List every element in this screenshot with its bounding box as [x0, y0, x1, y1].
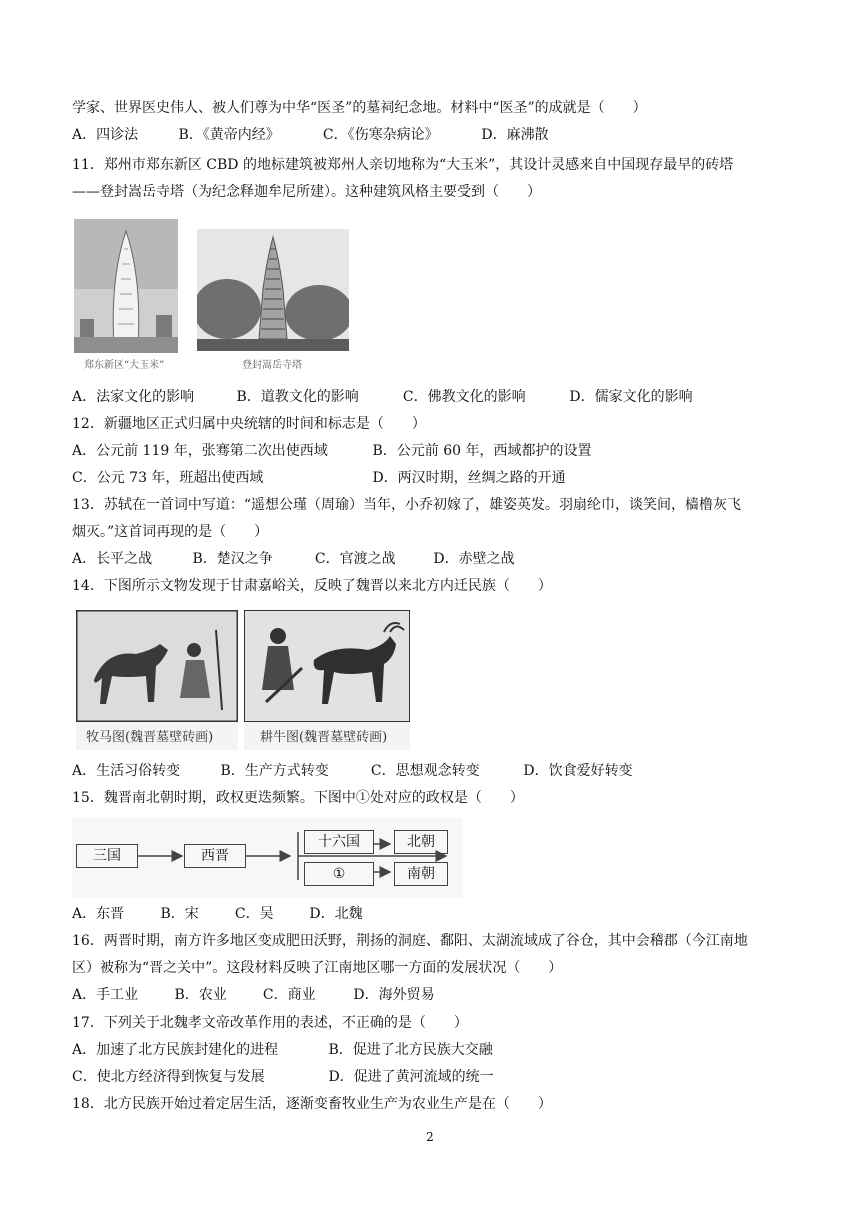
q12-option-d: D．两汉时期，丝绸之路的开通 — [372, 470, 566, 486]
q11-option-d: D．儒家文化的影响 — [569, 389, 693, 405]
q15-regime-diagram — [72, 818, 462, 898]
q11-stem-line2: ——登封嵩岳寺塔（为纪念释迦牟尼所建）。这种建筑风格主要受到（ ） — [72, 184, 541, 200]
q15-option-a: A．东晋 — [72, 906, 125, 922]
q10-option-b: B．《黄帝内经》 — [178, 127, 280, 143]
q14-option-b: B．生产方式转变 — [220, 763, 329, 779]
q14-mural-plowing-caption: 耕牛图(魏晋墓壁砖画) — [260, 730, 388, 745]
q11-photo-dayumi — [74, 219, 178, 353]
q13-option-c: C．官渡之战 — [314, 551, 396, 567]
q16-option-c: C．商业 — [262, 987, 316, 1003]
q12-options-row2 — [72, 468, 566, 488]
q14-mural-herding-caption: 牧马图(魏晋墓壁砖画) — [86, 730, 214, 745]
q18-stem: 18．北方民族开始过着定居生活，逐渐变畜牧业生产为农业生产是在（ ） — [72, 1096, 552, 1112]
q16-stem-line1: 16．两晋时期，南方许多地区变成肥田沃野，荆扬的洞庭、鄱阳、太湖流域成了谷仓，其中会稽郡（今江南地 — [72, 933, 748, 949]
q15-box-shiliuguo: 十六国 — [304, 830, 374, 854]
q15-box-nanchao: 南朝 — [394, 862, 448, 886]
q14-mural-plowing-ox — [244, 610, 410, 750]
q16-options — [72, 985, 435, 1005]
q15-options — [72, 904, 363, 924]
q17-option-d: D．促进了黄河流域的统一 — [328, 1069, 494, 1085]
q13-stem-line1: 13．苏轼在一首词中写道：“遥想公瑾（周瑜）当年，小乔初嫁了，雄姿英发。羽扇纶巾，谈笑间，樯橹灰飞 — [72, 497, 741, 513]
q12-stem: 12．新疆地区正式归属中央统辖的时间和标志是（ ） — [72, 416, 426, 432]
q11-photo-songyue-caption: 登封嵩岳寺塔 — [242, 360, 302, 371]
q17-option-b: B．促进了北方民族大交融 — [328, 1042, 493, 1058]
q16-stem-line2: 区）被称为“晋之关中”。这段材料反映了江南地区哪一方面的发展状况（ ） — [72, 960, 563, 976]
q10-option-d: D．麻沸散 — [481, 127, 549, 143]
q17-option-c: C．使北方经济得到恢复与发展 — [72, 1069, 265, 1085]
q14-option-c: C．思想观念转变 — [370, 763, 480, 779]
q13-option-b: B．楚汉之争 — [192, 551, 273, 567]
q13-stem-line2: 烟灭。”这首词再现的是（ ） — [72, 524, 269, 540]
q13-option-a: A．长平之战 — [72, 551, 153, 567]
plowing-ox-image — [244, 610, 410, 722]
q11-photo-dayumi-caption: 郑东新区“大玉米” — [84, 360, 165, 371]
q11-photo-songyue-pagoda — [197, 229, 349, 351]
q10-option-c: C．《伤寒杂病论》 — [322, 127, 439, 143]
q15-stem: 15．魏晋南北朝时期，政权更迭频繁。下图中①处对应的政权是（ ） — [72, 790, 524, 806]
q15-option-b: B．宋 — [160, 906, 199, 922]
q13-option-d: D．赤壁之战 — [433, 551, 515, 567]
q12-option-b: B．公元前 60 年，西域都护的设置 — [372, 443, 592, 459]
q15-box-xijin: 西晋 — [184, 844, 246, 868]
q14-stem: 14．下图所示文物发现于甘肃嘉峪关，反映了魏晋以来北方内迁民族（ ） — [72, 578, 552, 594]
page-number: 2 — [426, 1130, 434, 1144]
q17-stem: 17．下列关于北魏孝文帝改革作用的表述，不正确的是（ ） — [72, 1015, 468, 1031]
q13-options — [72, 549, 515, 569]
q14-option-a: A．生活习俗转变 — [72, 763, 181, 779]
q12-options-row1 — [72, 441, 591, 461]
q16-option-b: B．农业 — [174, 987, 227, 1003]
q10-stem: 学家、世界医史伟人、被人们尊为中华“医圣”的墓祠纪念地。材料中“医圣”的成就是（ ） — [72, 100, 647, 116]
q10-options — [72, 125, 549, 145]
q14-mural-herding-horses — [76, 610, 238, 750]
q15-box-blank-1: ① — [304, 862, 374, 886]
q12-option-c: C．公元 73 年，班超出使西域 — [72, 470, 264, 486]
q11-option-a: A．法家文化的影响 — [72, 389, 195, 405]
q17-option-a: A．加速了北方民族封建化的进程 — [72, 1042, 279, 1058]
q15-option-c: C．吴 — [234, 906, 274, 922]
q16-option-d: D．海外贸易 — [353, 987, 435, 1003]
q10-option-a: A．四诊法 — [72, 127, 139, 143]
q12-option-a: A．公元前 119 年，张骞第二次出使西域 — [72, 443, 328, 459]
q11-option-b: B．道教文化的影响 — [236, 389, 359, 405]
songyue-pagoda-image — [197, 229, 349, 351]
q15-box-sanguo: 三国 — [76, 844, 138, 868]
q17-options-row2 — [72, 1067, 494, 1087]
q11-option-c: C．佛教文化的影响 — [402, 389, 526, 405]
dayumi-tower-image — [74, 219, 178, 353]
q14-option-d: D．饮食爱好转变 — [523, 763, 633, 779]
herding-horses-image — [76, 610, 238, 722]
q17-options-row1 — [72, 1040, 493, 1060]
q11-options — [72, 387, 693, 407]
q16-option-a: A．手工业 — [72, 987, 139, 1003]
q11-stem-line1: 11．郑州市郑东新区 CBD 的地标建筑被郑州人亲切地称为“大玉米”，其设计灵感来自中国现存最早的砖塔 — [72, 157, 734, 173]
q15-box-beichao: 北朝 — [394, 830, 448, 854]
q15-option-d: D．北魏 — [309, 906, 363, 922]
q14-options — [72, 761, 633, 781]
